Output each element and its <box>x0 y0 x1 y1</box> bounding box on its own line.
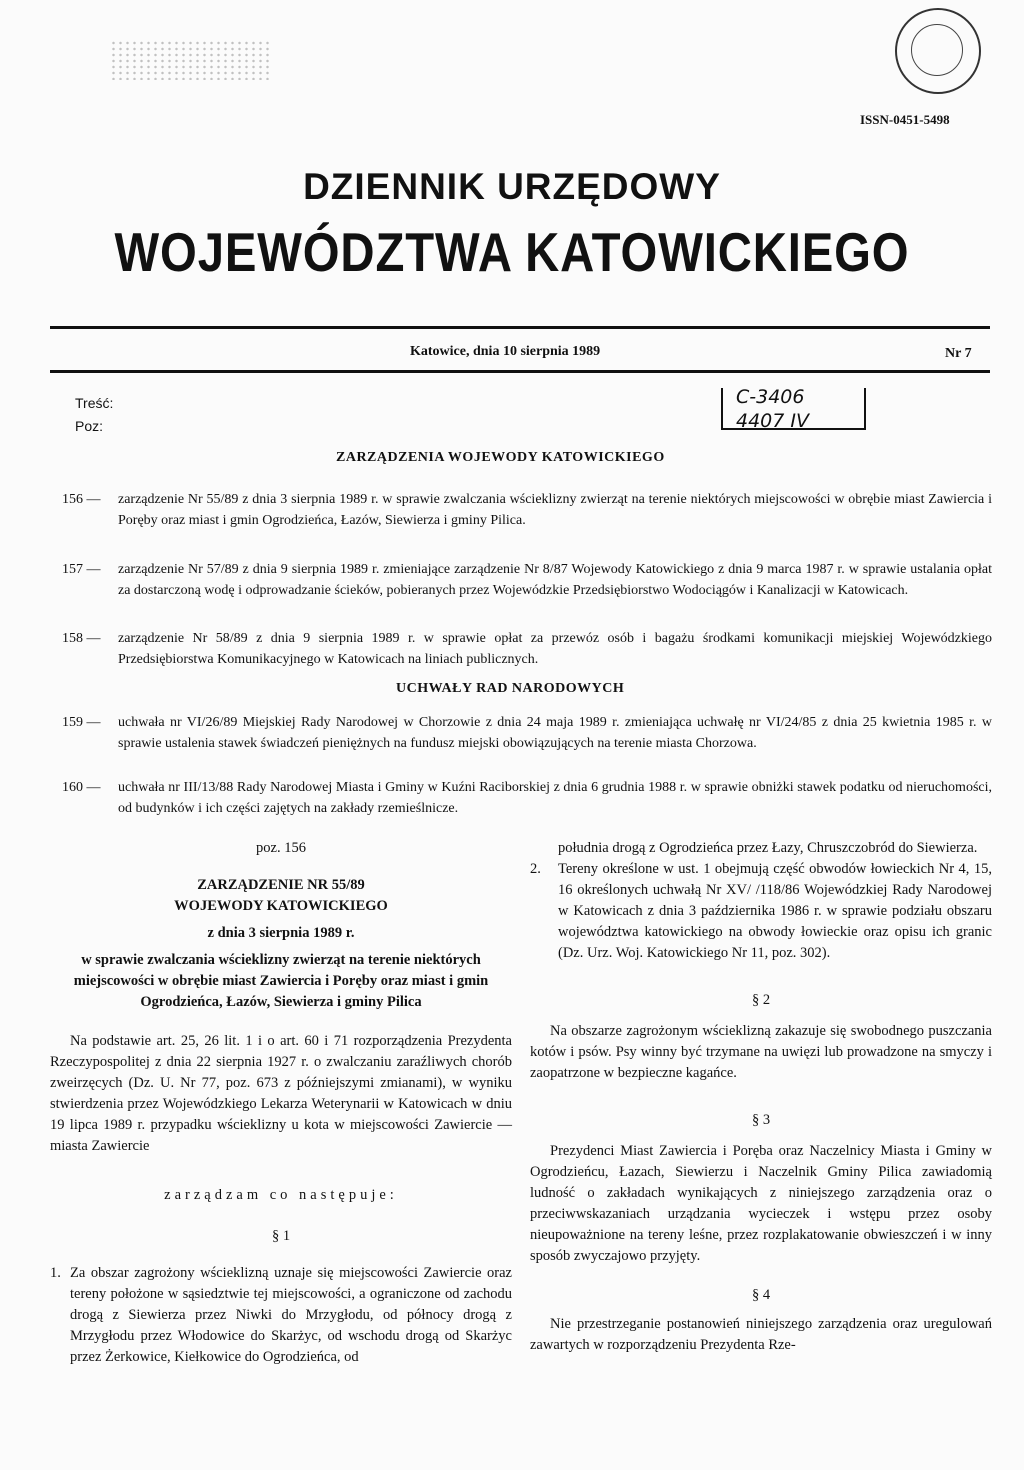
handwritten-note-2: 4407 IV <box>736 410 809 432</box>
toc-entry-number: 160 — <box>62 780 101 795</box>
issn: ISSN-0451-5498 <box>860 112 950 127</box>
order-subject: w sprawie zwalczania wścieklizny zwierząt na terenie niektórych miejscowości w obrębie miast Zawiercia i Poręby oraz miast i gmin Ogrodzieńca, Łazów, Siewierza i gminy Pilica <box>73 952 489 1010</box>
right-column <box>530 838 992 1356</box>
rule-bottom <box>50 370 990 373</box>
toc-entry-number: 158 — <box>62 631 101 646</box>
paragraph-3-text: Prezydenci Miast Zawiercia i Poręba oraz Naczelnicy Miasta i Gminy w Ogrodzieńcu, Łazach, Siewierzu i Naczelnik Gminy Pilica zawiadomią ludność o zakładach wynikających z niniejszego zarządzenia oraz o przeciwwskazaniach urządzania wycieczek i wstępu przez osoby nieupoważnione na tereny leśne, przez rozplakatowanie obwieszczeń i w inny sposób zwyczajowo przyjęty. <box>530 1143 992 1264</box>
position-number: poz. 156 <box>256 840 306 856</box>
section-title-resolutions: UCHWAŁY RAD NARODOWYCH <box>396 681 625 696</box>
toc-entry-number: 159 — <box>62 715 101 730</box>
preamble: Na podstawie art. 25, 26 lit. 1 i o art. 60 i 71 rozporządzenia Prezydenta Rzeczypospolitej z dnia 22 sierpnia 1927 r. o zwalczaniu zaraźliwych chorób zweirzęcych (Dz. U. Nr 77, poz. 673 z późniejszymi zmianami), w wyniku stwierdzenia przez Wojewódzkiego Lekarza Weterynarii w Katowicach w dniu 19 lipca 1989 r. przypadku wścieklizny u kota w miejscowości Zawiercie — miasta Zawiercie <box>50 1033 512 1154</box>
toc-entry-text: zarządzenie Nr 58/89 z dnia 9 sierpnia 1989 r. w sprawie opłat za przewóz osób i bagażu środkami komunikacji miejskiej Wojewódzkiego Przedsiębiorstwa Komunikacyjnego w Katowicach na liniach publicznych. <box>118 631 992 667</box>
order-date: z dnia 3 sierpnia 1989 r. <box>207 925 355 941</box>
list-item <box>50 1263 512 1368</box>
order-title: ZARZĄDZENIE NR 55/89 <box>197 877 365 893</box>
paragraph-1-heading: § 1 <box>271 1228 291 1244</box>
section-title-orders: ZARZĄDZENIA WOJEWODY KATOWICKIEGO <box>336 450 665 465</box>
toc-entry-text: zarządzenie Nr 55/89 z dnia 3 sierpnia 1989 r. w sprawie zwalczania wścieklizny zwierząt na terenie niektórych miejscowości w obrębie miast Zawiercia i Poręby oraz miast i gmin Ogrodzieńca, Łazów, Siewierza i gminy Pilica. <box>118 492 992 528</box>
position-label: Poz: <box>75 418 104 434</box>
library-stamp <box>895 8 981 94</box>
handwritten-note-1: C-3406 <box>736 386 805 408</box>
order-clause: zarządzam co następuje: <box>164 1187 398 1203</box>
toc-entry-text: uchwała nr VI/26/89 Miejskiej Rady Narodowej w Chorzowie z dnia 24 maja 1989 r. zmieniająca uchwałę nr VI/24/85 z dnia 25 kwietnia 1985 r. w sprawie ustalenia stawek świadczeń pieniężnych na fundusz miejski obowiązujących na terenie miasta Chorzowa. <box>118 715 992 751</box>
left-column <box>50 838 512 1368</box>
paragraph-3-heading: § 3 <box>751 1112 771 1128</box>
list-item-number: 2. <box>530 861 541 877</box>
toc-entry <box>62 559 992 601</box>
paragraph-4-heading: § 4 <box>751 1287 771 1303</box>
toc-entry-text: uchwała nr III/13/88 Rady Narodowej Miasta i Gminy w Kuźni Raciborskiej z dnia 6 grudnia 1988 r. w sprawie obniżki stawek podatku od nieruchomości, od budynków i ich części zajętych na zakłady rzemieślnicze. <box>118 780 992 816</box>
toc-entry-number: 157 — <box>62 562 101 577</box>
toc-entry <box>62 489 992 531</box>
journal-title-line2: WOJEWÓDZTWA KATOWICKIEGO <box>114 221 910 283</box>
issue-date: Katowice, dnia 10 sierpnia 1989 <box>410 344 601 359</box>
list-item-number: 1. <box>50 1265 61 1281</box>
rule-top <box>50 326 990 329</box>
order-issuer: WOJEWODY KATOWICKIEGO <box>174 898 388 914</box>
issue-number: Nr 7 <box>945 346 972 361</box>
list-item-text: Za obszar zagrożony wścieklizną uznaje się miejscowości Zawiercie oraz tereny położone w sąsiedztwie tej miejscowości, a ograniczone od zachodu drogą z Siewierza przez Niwki do Mrzygłodu, od północy drogą z Mrzygłodu przez Włodowice do Skarżyc, od wschodu drogą od Skarżyc przez Żerkowice, Kiełkowice do Ogrodzieńca, od <box>70 1265 512 1365</box>
toc-entry <box>62 628 992 670</box>
toc-entry-text: zarządzenie Nr 57/89 z dnia 9 sierpnia 1989 r. zmieniające zarządzenie Nr 8/87 Wojewody Katowickiego z dnia 9 marca 1987 r. w sprawie ustalania opłat za dostarczoną wodę i odprowadzanie ścieków, pobieranych przez Wojewódzkie Przedsiębiorstwo Wodociągów i Kanalizacji w Katowicach. <box>118 562 992 598</box>
toc-entry <box>62 777 992 819</box>
paragraph-2-heading: § 2 <box>751 992 771 1008</box>
scan-noise <box>110 40 270 80</box>
paragraph-2-text: Na obszarze zagrożonym wścieklizną zakazuje się swobodnego puszczania kotów i psów. Psy winny być trzymane na uwięzi lub prowadzone na smyczy i zaopatrzone w bezpieczne kagańce. <box>530 1023 992 1081</box>
toc-entry-number: 156 — <box>62 492 101 507</box>
list-item <box>530 859 992 964</box>
contents-label: Treść: <box>75 395 114 411</box>
toc-entry <box>62 712 992 754</box>
list-item-text: Tereny określone w ust. 1 obejmują część obwodów łowieckich Nr 4, 15, 16 określonych uchwałą Nr XV/ /118/86 Wojewódzkiej Rady Narodowej w Katowicach z dnia 3 października 1986 r. w sprawie podziału obszaru województwa katowickiego na obwody łowieckie oraz opisu ich granic (Dz. Urz. Woj. Katowickiego Nr 11, poz. 302). <box>558 861 992 961</box>
continuation-text: południa drogą z Ogrodzieńca przez Łazy, Chruszczobród do Siewierza. <box>558 840 978 856</box>
paragraph-4-text: Nie przestrzeganie postanowień niniejszego zarządzenia oraz uregulowań zawartych w rozporządzeniu Prezydenta Rze- <box>530 1316 992 1353</box>
journal-title-line1: DZIENNIK URZĘDOWY <box>303 166 721 207</box>
